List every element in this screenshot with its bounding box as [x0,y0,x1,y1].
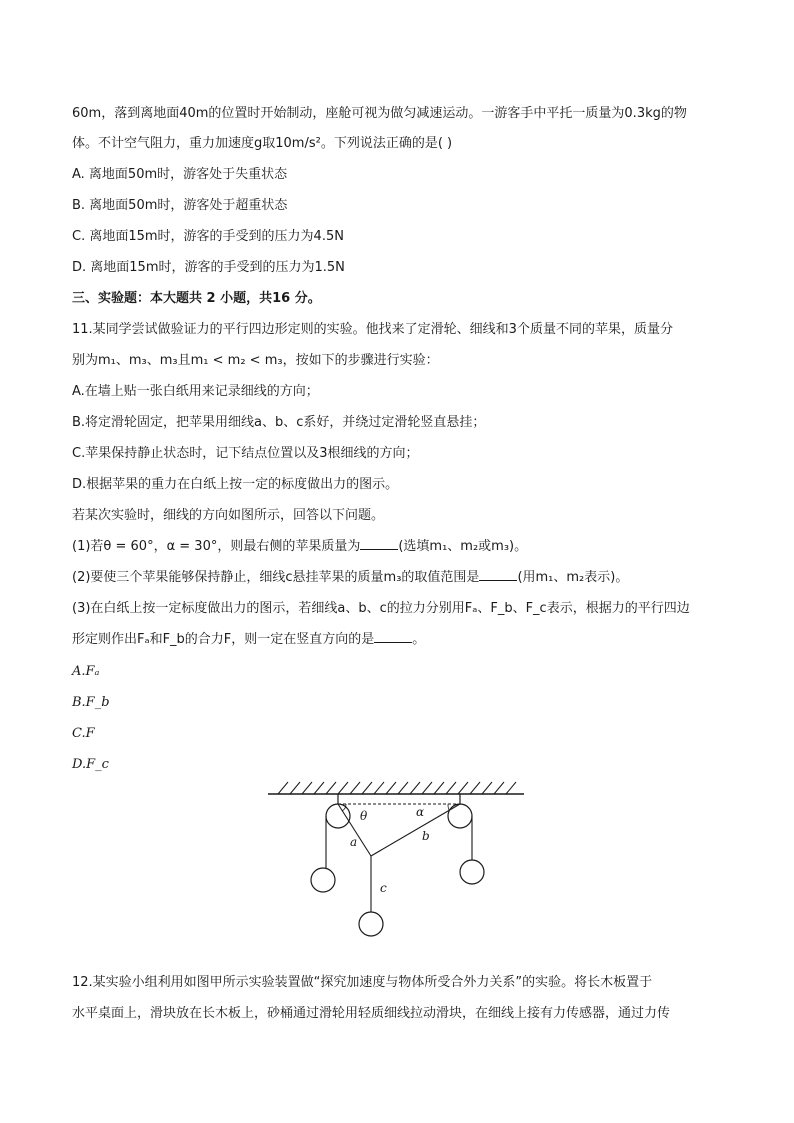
middle-apple [359,912,383,936]
q10-option-c: C. 离地面15m时，游客的手受到的压力为4.5N [72,229,344,244]
q11-sub2-tail: (用m₁、m₂表示)。 [517,570,629,585]
right-pulley [448,804,472,828]
q11-step-b: B.将定滑轮固定，把苹果用细线a、b、c系好，并绕过定滑轮竖直悬挂； [72,415,486,430]
left-apple [311,868,335,892]
alpha-arc [448,804,449,810]
answer-blank-3[interactable] [374,630,412,643]
q12-text-line-1: 12.某实验小组利用如图甲所示实验装置做“探究加速度与物体所受合外力关系”的实验。将长木板置于 [72,975,653,990]
answer-blank-1[interactable] [360,537,398,550]
label-c: c [380,881,387,895]
q11-intro-line-1: 11.某同学尝试做验证力的平行四边形定则的实验。他找来了定滑轮、细线和3个质量不同的苹果，质量分 [72,322,673,337]
pulley-diagram [266,776,528,946]
q11-step-c: C.苹果保持静止状态时，记下结点位置以及3根细线的方向； [72,446,419,461]
answer-blank-2[interactable] [479,568,517,581]
q11-sub-question-1 [72,537,732,557]
q11-step-a: A.在墙上贴一张白纸用来记录细线的方向； [72,384,319,399]
right-apple [460,860,484,884]
q11-sub3-text: 形定则作出Fₐ和F_b的合力F，则一定在竖直方向的是 [72,632,375,647]
q11-intro-line-2: 别为m₁、m₃、m₃且m₁ < m₂ < m₃，按如下的步骤进行实验： [72,353,439,368]
q11-sub-question-2 [72,568,732,588]
label-theta: θ [360,809,368,823]
q11-choice-a: A.Fₐ [72,664,100,679]
q11-sub1-tail: (选填m₁、m₂或m₃)。 [398,539,528,554]
q10-text-line-2: 体。不计空气阻力，重力加速度g取10m/s²。下列说法正确的是( ) [72,136,453,151]
label-a: a [350,835,358,849]
label-alpha: α [416,805,425,819]
left-pulley [326,804,350,828]
q11-sub-question-3-line-1: (3)在白纸上按一定标度做出力的图示，若细线a、b、c的拉力分别用Fₐ、F_b、F_c表示，根据力的平行四边 [72,601,690,616]
q11-prompt: 若某次实验时，细线的方向如图所示，回答以下问题。 [72,508,385,523]
section-heading: 三、实验题：本大题共 2 小题，共16 分。 [72,291,321,306]
q11-sub2-text: (2)要使三个苹果能够保持静止，细线c悬挂苹果的质量m₃的取值范围是 [72,570,480,585]
q11-sub3-tail: 。 [412,632,426,647]
q11-choice-b: B.F_b [72,695,110,710]
q12-text-line-2: 水平桌面上，滑块放在长木板上，砂桶通过滑轮用轻质细线拉动滑块，在细线上接有力传感器，通过力传 [72,1006,671,1021]
q10-text-line-1: 60m，落到离地面40m的位置时开始制动，座舱可视为做匀减速运动。一游客手中平托一质量为0.3kg的物 [72,106,687,121]
q11-sub1-text: (1)若θ = 60°，α = 30°，则最右侧的苹果质量为 [72,539,361,554]
label-b: b [422,829,430,843]
q11-choice-c: C.F [72,726,95,741]
q11-choice-d: D.F_c [72,757,109,772]
q11-sub-question-3-line-2 [72,630,732,650]
q11-step-d: D.根据苹果的重力在白纸上按一定的标度做出力的图示。 [72,477,399,492]
ceiling-hatching [278,782,516,794]
q10-option-a: A. 离地面50m时，游客处于失重状态 [72,167,288,182]
q10-option-d: D. 离地面15m时，游客的手受到的压力为1.5N [72,260,345,275]
q10-option-b: B. 离地面50m时，游客处于超重状态 [72,198,288,213]
